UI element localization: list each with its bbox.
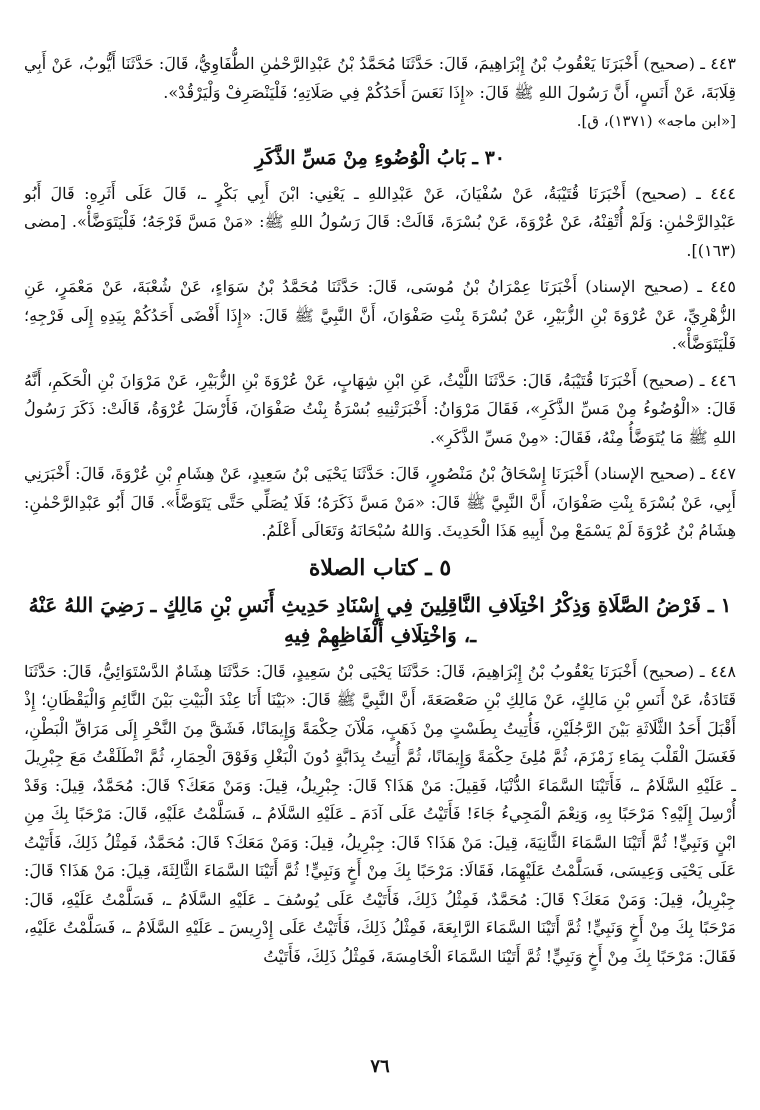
hadith-445: ٤٤٥ ـ (صحيح الإسناد) أَخْبَرَنَا عِمْرَانُ بْنُ مُوسَى، قَالَ: حَدَّثَنَا مُحَمَّدُ بْنُ سَوَاءٍ، عَنْ شُعْبَةَ، عَنْ مَعْمَرٍ، عَنِ الزُّهْرِيِّ، عَنْ عُرْوَةَ بْنِ الزُّبَيْرِ، عَنْ بُسْرَةَ بِنْتِ صَفْوَانَ، أَنَّ النَّبِيَّ ﷺ قَالَ: «إِذَا أَفْضَى أَحَدُكُمْ بِيَدِهِ إِلَى فَرْجِهِ؛ فَلْيَتَوَضَّأْ». xyxy=(24,277,736,353)
hadith-446: ٤٤٦ ـ (صحيح) أَخْبَرَنَا قُتَيْبَةُ، قَالَ: حَدَّثَنَا اللَّيْثُ، عَنِ ابْنِ شِهَابٍ، عَنْ عُرْوَةَ بْنِ الزُّبَيْرِ، عَنْ مَرْوَانَ بْنِ الْحَكَمِ، أَنَّهُ قَالَ: «الْوُضُوءُ مِنْ مَسِّ الذَّكَرِ»، فَقَالَ مَرْوَانُ: أَخْبَرَتْنِيهِ بُسْرَةُ بِنْتُ صَفْوَانَ، فَأَرْسَلَ عُرْوَةُ، قَالَتْ: ذَكَرَ رَسُولُ اللهِ ﷺ مَا يُتَوَضَّأُ مِنْهُ، فَقَالَ: «مِنْ مَسِّ الذَّكَرِ». xyxy=(24,370,736,447)
book-heading: ٥ ـ كتاب الصلاة xyxy=(308,554,452,581)
hadith-443 xyxy=(24,50,736,136)
hadith-444: ٤٤٤ ـ (صحيح) أَخْبَرَنَا قُتَيْبَةُ، عَنْ سُفْيَانَ، عَنْ عَبْدِاللهِ ـ يَعْنِي: ابْنَ أَبِي بَكْرٍ ـ، قَالَ عَلَى أَثَرِهِ: قَالَ أَبُو عَبْدِالرَّحْمٰنِ: وَلَمْ أُتْقِنْهُ، عَنْ عُرْوَةَ، عَنْ بُسْرَةَ، قَالَتْ: قَالَ رَسُولُ اللهِ ﷺ: «مَنْ مَسَّ فَرْجَهُ؛ فَلْيَتَوَضَّأْ». [مضى (١٦٣)]. xyxy=(24,183,736,260)
chapter-heading: ١ ـ فَرْضُ الصَّلَاةِ وَذِكْرُ اخْتِلَافِ النَّاقِلِينَ فِي إِسْنَادِ حَدِيثِ أَنَسِ بْنِ مَالِكٍ ـ رَضِيَ اللهُ عَنْهُ ـ، وَاخْتِلَافِ أَلْفَاظِهِمْ فِيهِ xyxy=(28,592,732,647)
hadith-447: ٤٤٧ ـ (صحيح الإسناد) أَخْبَرَنَا إِسْحَاقُ بْنُ مَنْصُورٍ، قَالَ: حَدَّثَنَا يَحْيَى بْنُ سَعِيدٍ، عَنْ هِشَامِ بْنِ عُرْوَةَ، قَالَ: أَخْبَرَنِي أَبِي، عَنْ بُسْرَةَ بِنْتِ صَفْوَانَ، أَنَّ النَّبِيَّ ﷺ قَالَ: «مَنْ مَسَّ ذَكَرَهُ؛ فَلَا يُصَلِّي حَتَّى يَتَوَضَّأَ». قَالَ أَبُو عَبْدِالرَّحْمٰنِ: هِشَامُ بْنُ عُرْوَةَ لَمْ يَسْمَعْ مِنْ أَبِيهِ هَذَا الْحَدِيثَ. وَاللهُ سُبْحَانَهُ وَتَعَالَى أَعْلَمُ. xyxy=(24,464,736,540)
document-page xyxy=(24,50,736,979)
hadith-443-text: ٤٤٣ ـ (صحيح) أَخْبَرَنَا يَعْقُوبُ بْنُ إِبْرَاهِيمَ، قَالَ: حَدَّثَنَا مُحَمَّدُ بْنُ عَبْدِالرَّحْمٰنِ الطُّفَاوِيُّ، قَالَ: حَدَّثَنَا أَيُّوبُ، عَنْ أَبِي قِلَابَةَ، عَنْ أَنَسٍ، أَنَّ رَسُولَ اللهِ ﷺ قَالَ: «إِذَا نَعَسَ أَحَدُكُمْ فِي صَلَاتِهِ؛ فَلْيَنْصَرِفْ وَلْيَرْقُدْ». xyxy=(24,54,736,102)
page-number: ٧٦ xyxy=(370,1056,390,1077)
hadith-448: ٤٤٨ ـ (صحيح) أَخْبَرَنَا يَعْقُوبُ بْنُ إِبْرَاهِيمَ، قَالَ: حَدَّثَنَا يَحْيَى بْنُ سَعِيدٍ، قَالَ: حَدَّثَنَا هِشَامٌ الدَّسْتَوَائِيُّ، قَالَ: حَدَّثَنَا قَتَادَةُ، عَنْ أَنَسِ بْنِ مَالِكٍ، عَنْ مَالِكِ بْنِ صَعْصَعَةَ، أَنَّ النَّبِيَّ ﷺ قَالَ: «بَيْنَا أَنَا عِنْدَ الْبَيْتِ بَيْنَ النَّائِمِ وَالْيَقْظَانِ؛ إِذْ أَقْبَلَ أَحَدُ الثَّلَاثَةِ بَيْنَ الرَّجُلَيْنِ، فَأُتِيتُ بِطَسْتٍ مِنْ ذَهَبٍ، مَلْآنَ حِكْمَةً وَإِيمَانًا، فَشَقَّ مِنَ النَّحْرِ إِلَى مَرَاقِّ الْبَطْنِ، فَغَسَلَ الْقَلْبَ بِمَاءِ زَمْزَمَ، ثُمَّ مُلِئَ حِكْمَةً وَإِيمَانًا، ثُمَّ أُتِيتُ بِدَابَّةٍ دُونَ الْبَغْلِ وَفَوْقَ الْحِمَارِ، ثُمَّ انْطَلَقْتُ مَعَ جِبْرِيلَ ـ عَلَيْهِ السَّلَامُ ـ، فَأَتَيْنَا السَّمَاءَ الدُّنْيَا، فَقِيلَ: مَنْ هَذَا؟ قَالَ: جِبْرِيلُ، قِيلَ: وَمَنْ مَعَكَ؟ قَالَ: مُحَمَّدٌ، قِيلَ: وَقَدْ أُرْسِلَ إِلَيْهِ؟ مَرْحَبًا بِهِ، وَنِعْمَ الْمَجِيءُ جَاءَ! فَأَتَيْتُ عَلَى آدَمَ ـ عَلَيْهِ السَّلَامُ ـ، فَسَلَّمْتُ عَلَيْهِ، قَالَ: مَرْحَبًا بِكَ مِنِ ابْنٍ وَنَبِيٍّ! ثُمَّ أَتَيْنَا السَّمَاءَ الثَّانِيَةَ، قِيلَ: مَنْ هَذَا؟ قَالَ: جِبْرِيلُ، قِيلَ: وَمَنْ مَعَكَ؟ قَالَ: مُحَمَّدٌ، فَمِثْلُ ذَلِكَ، فَأَتَيْتُ عَلَى يَحْيَى وَعِيسَى، فَسَلَّمْتُ عَلَيْهِمَا، فَقَالَا: مَرْحَبًا بِكَ مِنْ أَخٍ وَنَبِيٍّ! ثُمَّ أَتَيْنَا السَّمَاءَ الثَّالِثَةَ، قِيلَ: مَنْ هَذَا؟ قَالَ: جِبْرِيلُ، قِيلَ: وَمَنْ مَعَكَ؟ قَالَ: مُحَمَّدٌ، فَمِثْلُ ذَلِكَ، فَأَتَيْتُ عَلَى يُوسُفَ ـ عَلَيْهِ السَّلَامُ ـ، فَسَلَّمْتُ عَلَيْهِ، قَالَ: مَرْحَبًا بِكَ مِنْ أَخٍ وَنَبِيٍّ! ثُمَّ أَتَيْنَا السَّمَاءَ الرَّابِعَةَ، فَمِثْلُ ذَلِكَ، فَأَتَيْتُ عَلَى إِدْرِيسَ ـ عَلَيْهِ السَّلَامُ ـ، فَسَلَّمْتُ عَلَيْهِ، فَقَالَ: مَرْحَبًا بِكَ مِنْ أَخٍ وَنَبِيٍّ! ثُمَّ أَتَيْنَا السَّمَاءَ الْخَامِسَةَ، فَمِثْلُ ذَلِكَ، فَأَتَيْتُ xyxy=(24,661,737,966)
hadith-443-reference: [«ابن ماجه» (١٣٧١)، ق]. xyxy=(576,112,736,130)
section-heading: ٣٠ ـ بَابُ الْوُضُوءِ مِنْ مَسِّ الذَّكَرِ xyxy=(254,146,506,169)
